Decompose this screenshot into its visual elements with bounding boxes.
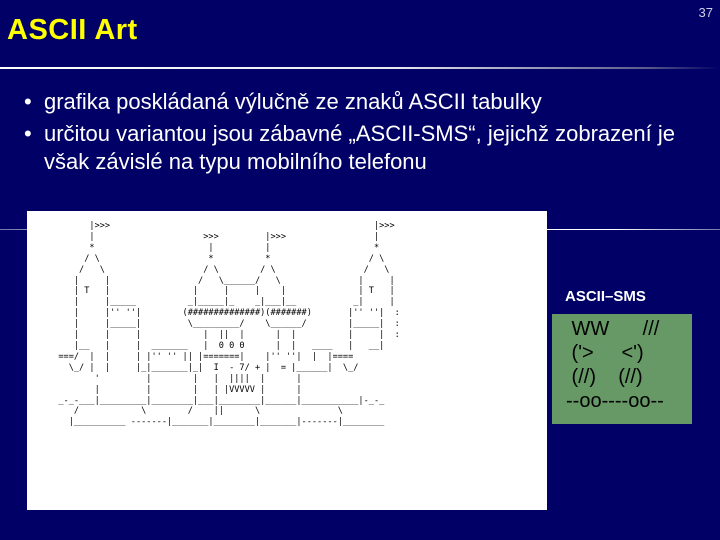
bullet-text: grafika poskládaná výlučně ze znaků ASCII tabulky (44, 89, 542, 114)
bullet-marker: • (24, 121, 32, 146)
title-divider (0, 67, 720, 69)
ascii-sms-label: ASCII–SMS (565, 288, 646, 305)
bullet-item (22, 120, 712, 176)
slide-title: ASCII Art (7, 14, 138, 46)
bullet-marker: • (24, 89, 32, 114)
page-number: 37 (698, 5, 713, 20)
castle-art-text: |>>> |>>> | >>> |>>> | * | | * / \ * * / \ / \ / \ / \ / \ | | / \______/ \ | | | T | | | | | | T | | |_____ _|_____|_ _|___|__ _| | | |'' ''| (##############)(#######) |'' ''| : | |_____| \_________/ \______/ |_____| : | | | | || | | | | | : |__ | | _______ | 0 0 0 | | ____ | __| ===/ | | | |'' '' || |=======| |'' ''| | |==== \_/ | | |_|_______|_| I - 7/ + | = |______| \_/ ' | | | |||| | | | | | | |VVVVV | | _-_-___|_________|________|___|________|______|___________|-_-_ / \ / || \ \ |__________ -------|_______|________|_______|-------|________ (58, 221, 400, 428)
ascii-sms-art (552, 314, 692, 424)
castle-ascii-art (27, 211, 547, 510)
sms-art-text: WW /// ('> <') (//) (//) --oo----oo-- (566, 318, 664, 412)
bullet-text: určitou variantou jsou zábavné „ASCII-SMS“, jejichž zobrazení je však závislé na typu mobilního telefonu (44, 121, 675, 174)
bullet-item (22, 88, 712, 116)
bullet-list (22, 88, 712, 180)
